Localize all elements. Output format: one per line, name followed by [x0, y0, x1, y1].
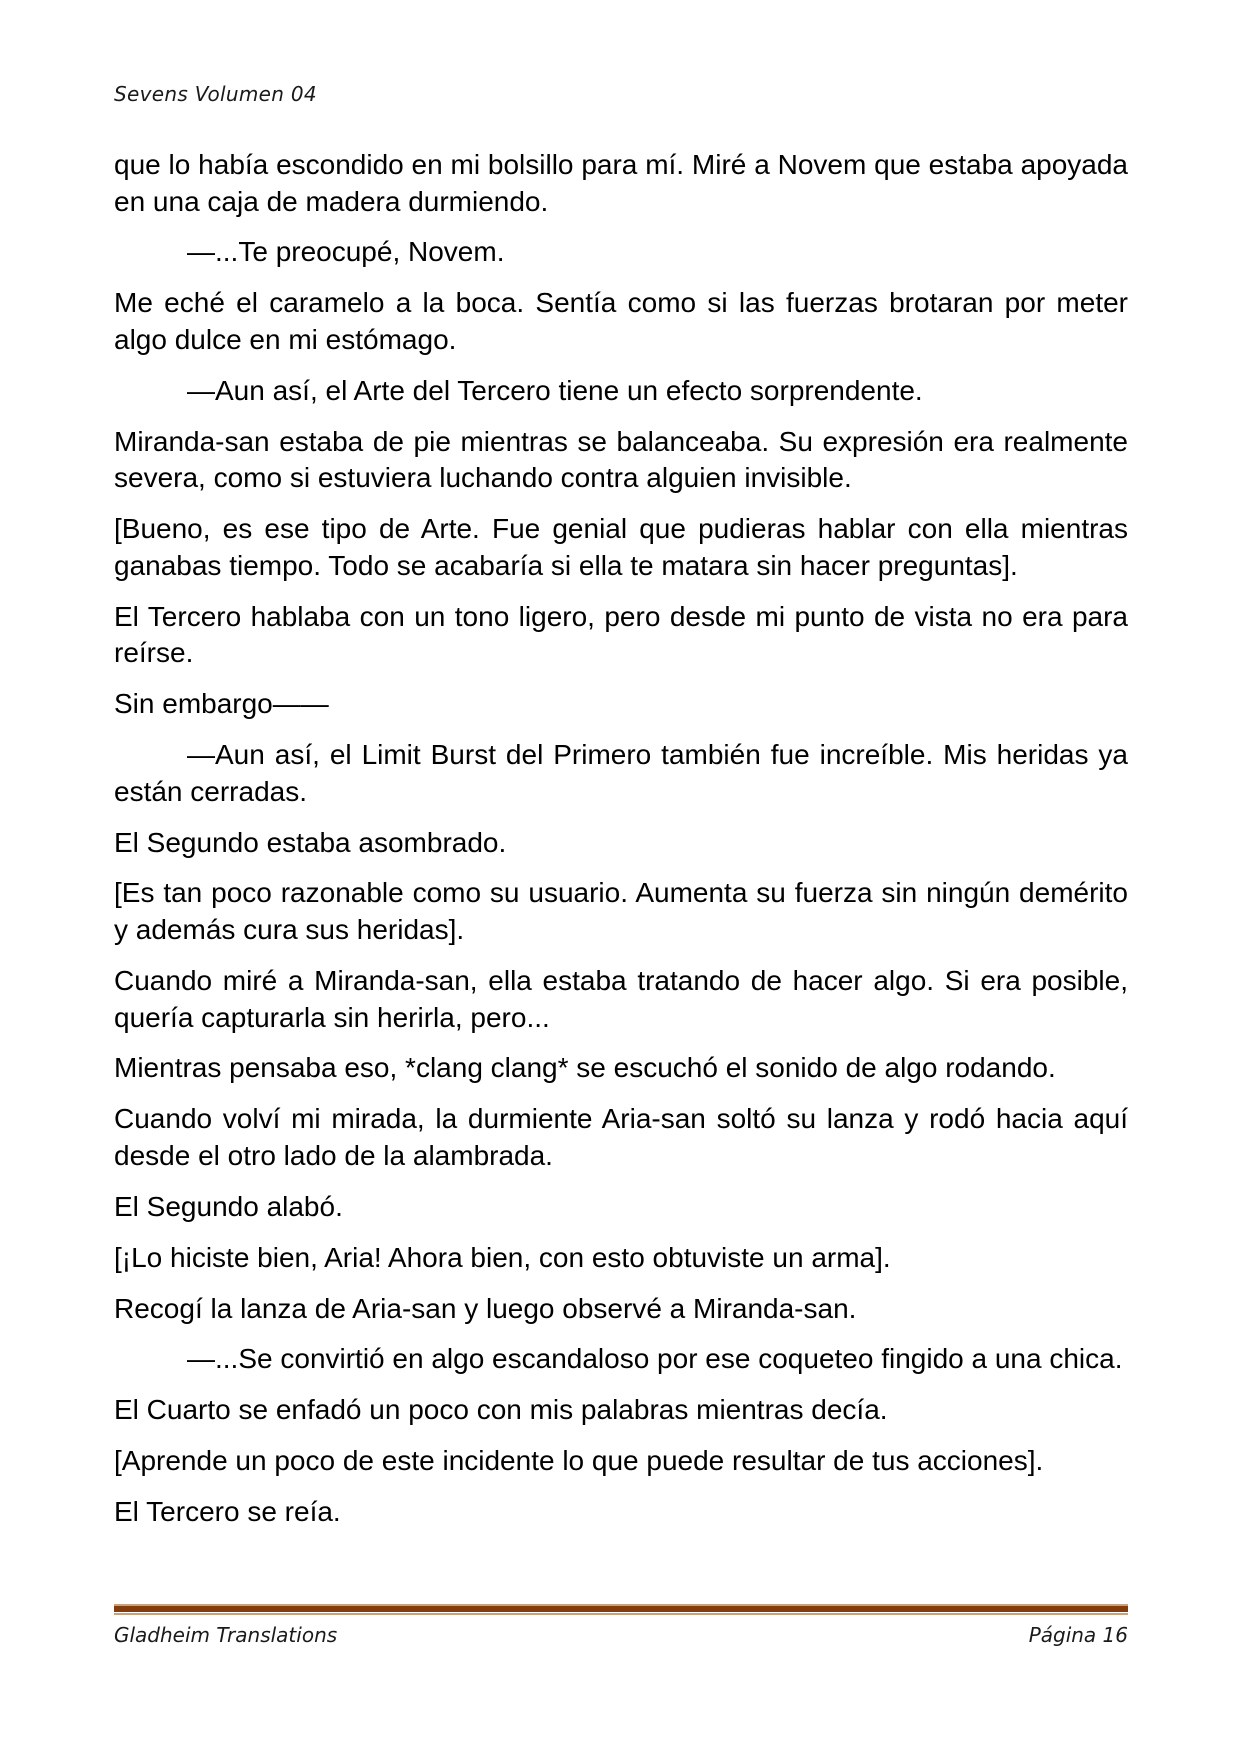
paragraph: [Aprende un poco de este incidente lo que puede resultar de tus acciones]. [114, 1445, 1044, 1477]
paragraph: Cuando miré a Miranda-san, ella estaba tratando de hacer algo. Si era posible, quería capturarla sin herirla, pero... [114, 964, 1128, 1033]
paragraph: El Tercero hablaba con un tono ligero, pero desde mi punto de vista no era para reírse. [114, 600, 1128, 669]
paragraph: [Bueno, es ese tipo de Arte. Fue genial que pudieras hablar con ella mientras ganabas tiempo. Todo se acabaría si ella te matara sin hacer preguntas]. [114, 513, 1128, 581]
paragraph: El Segundo estaba asombrado. [114, 826, 507, 858]
footer-rule-thick [114, 1606, 1128, 1612]
footer-rule [114, 1604, 1128, 1615]
dialogue-paragraph: —...Se convirtió en algo escandaloso por ese coqueteo fingido a una chica. [187, 1343, 1123, 1375]
paragraph: Cuando volví mi mirada, la durmiente Aria-san soltó su lanza y rodó hacia aquí desde el otro lado de la alambrada. [114, 1103, 1128, 1171]
paragraph: Sin embargo—— [114, 688, 329, 720]
footer-rule-thin-bottom [114, 1613, 1128, 1615]
paragraph: El Cuarto se enfadó un poco con mis palabras mientras decía. [114, 1394, 888, 1426]
footer-publisher: Gladheim Translations [114, 1623, 338, 1647]
paragraph: Miranda-san estaba de pie mientras se balanceaba. Su expresión era realmente severa, como si estuviera luchando contra alguien invisible. [114, 425, 1128, 494]
dialogue-paragraph: —Aun así, el Arte del Tercero tiene un efecto sorprendente. [187, 374, 923, 406]
paragraph: Recogí la lanza de Aria-san y luego observé a Miranda-san. [114, 1292, 857, 1324]
dialogue-paragraph: —Aun así, el Limit Burst del Primero también fue increíble. Mis heridas ya están cerradas. [114, 739, 1128, 807]
dialogue-paragraph: —...Te preocupé, Novem. [187, 236, 505, 268]
body-text [114, 147, 1128, 1545]
paragraph: [¡Lo hiciste bien, Aria! Ahora bien, con esto obtuviste un arma]. [114, 1241, 891, 1273]
paragraph: El Segundo alabó. [114, 1190, 343, 1222]
footer-page-number: Página 16 [1028, 1623, 1128, 1647]
paragraph: [Es tan poco razonable como su usuario. Aumenta su fuerza sin ningún demérito y además cura sus heridas]. [114, 877, 1128, 946]
paragraph: Me eché el caramelo a la boca. Sentía como si las fuerzas brotaran por meter algo dulce en mi estómago. [114, 287, 1128, 355]
paragraph: que lo había escondido en mi bolsillo para mí. Miré a Novem que estaba apoyada en una caja de madera durmiendo. [114, 149, 1128, 217]
paragraph: Mientras pensaba eso, *clang clang* se escuchó el sonido de algo rodando. [114, 1052, 1056, 1084]
running-header: Sevens Volumen 04 [114, 82, 317, 106]
page-footer [114, 1622, 1128, 1650]
paragraph: El Tercero se reía. [114, 1496, 341, 1528]
